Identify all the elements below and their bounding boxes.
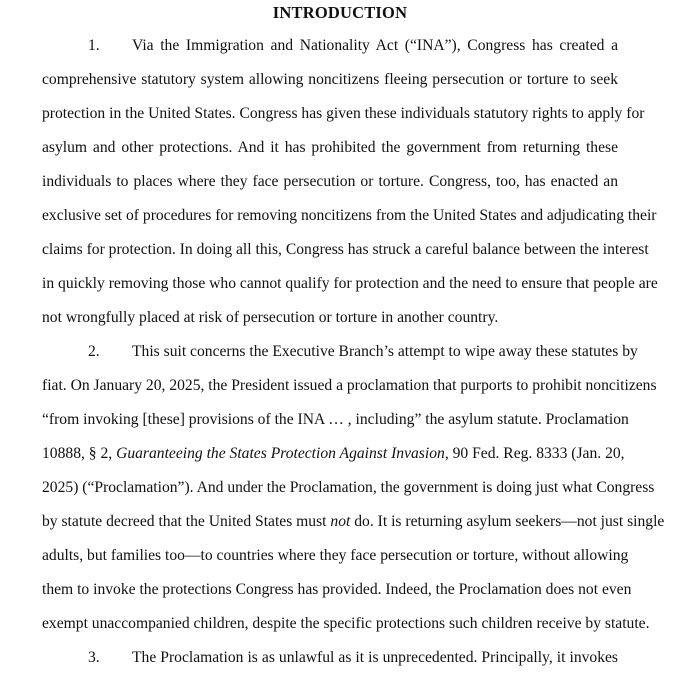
case-title-italic: Guaranteeing the States Protection Against Invasion — [116, 445, 445, 462]
paragraph-2 — [42, 335, 665, 641]
paragraph-number: 2. — [88, 343, 100, 360]
paragraph-3 — [42, 641, 618, 675]
paragraph-line: 3. The Proclamation is as unlawful as it is unprecedented. Principally, it invokes — [42, 641, 618, 675]
paragraph-line: in quickly removing those who cannot qualify for protection and the need to ensure that people are — [42, 275, 658, 292]
paragraph-line: them to invoke the protections Congress has provided. Indeed, the Proclamation does not even — [42, 581, 632, 598]
paragraph-line: 2025) (“Proclamation”). And under the Proclamation, the government is doing just what Congress — [42, 479, 655, 496]
paragraph-line: “from invoking [these] provisions of the INA … , including” the asylum statute. Proclamation — [42, 411, 629, 428]
emphasis-italic: not — [330, 513, 351, 530]
paragraph-line: exempt unaccompanied children, despite the specific protections such children receive by statute. — [42, 615, 650, 632]
paragraph-line: protection in the United States. Congress has given these individuals statutory rights to apply for — [42, 105, 645, 122]
paragraph-line: by statute decreed that the United States must not do. It is returning asylum seekers—not just single — [42, 513, 665, 530]
paragraph-line: exclusive set of procedures for removing noncitizens from the United States and adjudicating their — [42, 207, 657, 224]
paragraph-line: individuals to places where they face persecution or torture. Congress, too, has enacted an — [42, 173, 618, 190]
paragraph-line: 1. Via the Immigration and Nationality Act (“INA”), Congress has created a — [42, 29, 618, 63]
paragraph-line: claims for protection. In doing all this, Congress has struck a careful balance between the interest — [42, 241, 649, 258]
paragraph-1 — [42, 29, 658, 335]
paragraph-line: 2. This suit concerns the Executive Branch’s attempt to wipe away these statutes by — [42, 335, 618, 369]
paragraph-line: adults, but families too—to countries where they face persecution or torture, without allowing — [42, 547, 629, 564]
paragraph-line: fiat. On January 20, 2025, the President issued a proclamation that purports to prohibit noncitizens — [42, 377, 657, 394]
paragraph-line: 10888, § 2, Guaranteeing the States Protection Against Invasion, 90 Fed. Reg. 8333 (Jan. 20, — [42, 445, 625, 462]
paragraph-number: 3. — [88, 649, 100, 666]
section-heading: INTRODUCTION — [272, 3, 408, 22]
paragraph-line: not wrongfully placed at risk of persecution or torture in another country. — [42, 309, 499, 326]
paragraph-number: 1. — [88, 37, 100, 54]
paragraph-line: comprehensive statutory system allowing noncitizens fleeing persecution or torture to seek — [42, 71, 618, 88]
paragraph-line: asylum and other protections. And it has prohibited the government from returning these — [42, 139, 618, 156]
